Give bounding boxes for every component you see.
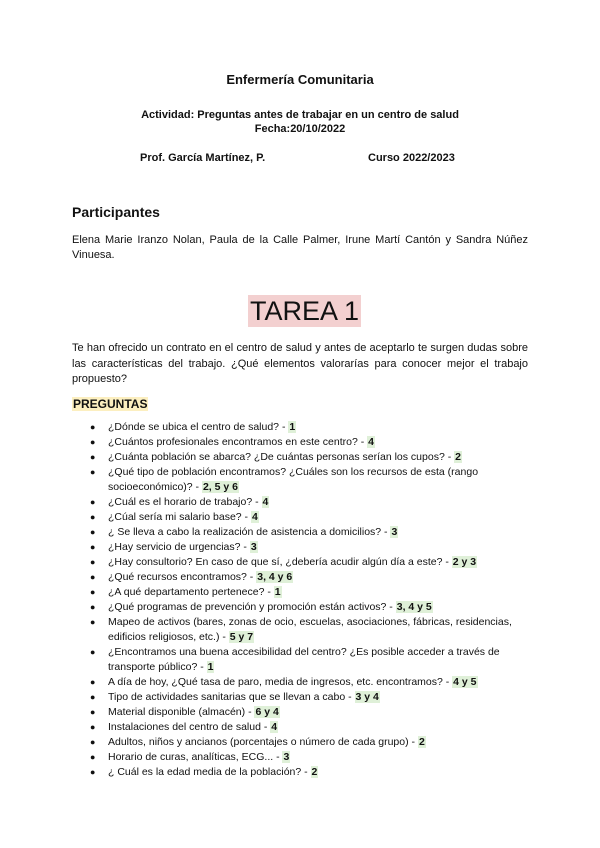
question-item	[72, 525, 532, 540]
question-item	[72, 465, 532, 495]
question-tag: 3, 4 y 6	[257, 571, 293, 583]
question-item	[72, 705, 532, 720]
question-text: A día de hoy, ¿Qué tasa de paro, media de ingresos, etc. encontramos? -	[108, 676, 453, 688]
question-item	[72, 645, 532, 675]
question-text: Tipo de actividades sanitarias que se llevan a cabo -	[108, 691, 355, 703]
bullet-icon: ●	[90, 497, 96, 507]
bullet-icon: ●	[90, 767, 96, 777]
bullet-icon: ●	[90, 572, 96, 582]
activity-block	[0, 108, 600, 136]
question-text: ¿Hay servicio de urgencias? -	[108, 541, 250, 553]
activity-date: Fecha:20/10/2022	[254, 123, 346, 135]
question-tag: 2 y 3	[452, 556, 477, 568]
question-text: Mapeo de activos (bares, zonas de ocio, escuelas, asociaciones, fábricas, residencias, edificios religiosos, etc.) -	[108, 616, 512, 643]
bullet-icon: ●	[90, 737, 96, 747]
question-item	[72, 510, 532, 525]
question-tag: 4	[262, 496, 269, 508]
question-tag: 3, 4 y 5	[396, 601, 432, 613]
question-tag: 2	[311, 766, 318, 778]
question-text: ¿Qué programas de prevención y promoción están activos? -	[108, 601, 396, 613]
question-tag: 2, 5 y 6	[202, 481, 238, 493]
question-item	[72, 555, 532, 570]
question-item	[72, 615, 532, 645]
question-text: ¿Qué recursos encontramos? -	[108, 571, 257, 583]
question-tag: 4	[368, 436, 374, 448]
question-item	[72, 435, 532, 450]
question-text: ¿Cuántos profesionales encontramos en este centro? -	[108, 436, 368, 448]
question-text: ¿ Se lleva a cabo la realización de asistencia a domicilios? -	[108, 526, 391, 538]
bullet-icon: ●	[90, 587, 96, 597]
course-title: Enfermería Comunitaria	[226, 72, 374, 87]
bullet-icon: ●	[90, 722, 96, 732]
question-tag: 1	[274, 586, 281, 598]
question-tag: 2	[418, 736, 425, 748]
bullet-icon: ●	[90, 512, 96, 522]
questions-list	[72, 420, 532, 780]
activity-title: Actividad: Preguntas antes de trabajar en un centro de salud	[141, 109, 459, 121]
question-text: ¿Encontramos una buena accesibilidad del centro? ¿Es posible acceder a través de transporte público? -	[108, 646, 500, 673]
question-tag: 4	[251, 511, 258, 523]
task-intro: Te han ofrecido un contrato en el centro de salud y antes de aceptarlo te surgen dudas sobre las características del trabajo. ¿Qué elementos valorarías para conocer mejor el trabajo propuesto?	[72, 342, 528, 385]
question-item	[72, 420, 532, 435]
question-text: ¿A qué departamento pertenece? -	[108, 586, 274, 598]
bullet-icon: ●	[90, 677, 96, 687]
question-text: Adultos, niños y ancianos (porcentajes o número de cada grupo) -	[108, 736, 418, 748]
question-text: Material disponible (almacén) -	[108, 706, 255, 718]
professor-name: Prof. García Martínez, P.	[140, 152, 266, 164]
bullet-icon: ●	[90, 602, 96, 612]
question-text: ¿Dónde se ubica el centro de salud? -	[108, 421, 289, 433]
question-item	[72, 600, 532, 615]
question-item	[72, 495, 532, 510]
bullet-icon: ●	[90, 452, 96, 462]
question-text: ¿ Cuál es la edad media de la población? -	[108, 766, 311, 778]
questions-heading: PREGUNTAS	[73, 397, 148, 411]
bullet-icon: ●	[90, 692, 96, 702]
task-title: TAREA 1	[250, 296, 360, 326]
question-text: Horario de curas, analíticas, ECG... -	[108, 751, 283, 763]
bullet-icon: ●	[90, 752, 96, 762]
question-tag: 3	[283, 751, 290, 763]
question-tag: 3 y 4	[355, 691, 379, 703]
question-tag: 4 y 5	[453, 676, 477, 688]
question-tag: 2	[455, 451, 461, 463]
bullet-icon: ●	[90, 422, 96, 432]
question-item	[72, 540, 532, 555]
bullet-icon: ●	[90, 707, 96, 717]
question-item	[72, 765, 532, 780]
participants-heading: Participantes	[72, 204, 160, 220]
question-item	[72, 750, 532, 765]
question-item	[72, 570, 532, 585]
question-text: ¿Cuánta población se abarca? ¿De cuántas personas serían los cupos? -	[108, 451, 455, 463]
course-year: Curso 2022/2023	[368, 152, 455, 164]
question-item	[72, 585, 532, 600]
question-text: Instalaciones del centro de salud -	[108, 721, 271, 733]
bullet-icon: ●	[90, 617, 96, 627]
bullet-icon: ●	[90, 647, 96, 657]
question-tag: 5 y 7	[229, 631, 254, 643]
question-text: ¿Cuál es el horario de trabajo? -	[108, 496, 262, 508]
question-tag: 1	[207, 661, 214, 673]
bullet-icon: ●	[90, 437, 96, 447]
question-tag: 3	[391, 526, 398, 538]
participants-names: Elena Marie Iranzo Nolan, Paula de la Calle Palmer, Irune Martí Cantón y Sandra Núñez Vinuesa.	[72, 234, 528, 261]
question-item	[72, 450, 532, 465]
question-text: ¿Cúal sería mi salario base? -	[108, 511, 251, 523]
question-tag: 6 y 4	[255, 706, 279, 718]
question-item	[72, 690, 532, 705]
bullet-icon: ●	[90, 542, 96, 552]
question-text: ¿Hay consultorio? En caso de que sí, ¿debería acudir algún día a este? -	[108, 556, 452, 568]
question-tag: 3	[250, 541, 257, 553]
question-item	[72, 735, 532, 750]
question-tag: 4	[271, 721, 278, 733]
bullet-icon: ●	[90, 527, 96, 537]
question-tag: 1	[289, 421, 296, 433]
bullet-icon: ●	[90, 557, 96, 567]
question-item	[72, 675, 532, 690]
bullet-icon: ●	[90, 467, 96, 477]
question-item	[72, 720, 532, 735]
question-text: ¿Qué tipo de población encontramos? ¿Cuáles son los recursos de esta (rango socioeconómico)? -	[108, 466, 479, 493]
